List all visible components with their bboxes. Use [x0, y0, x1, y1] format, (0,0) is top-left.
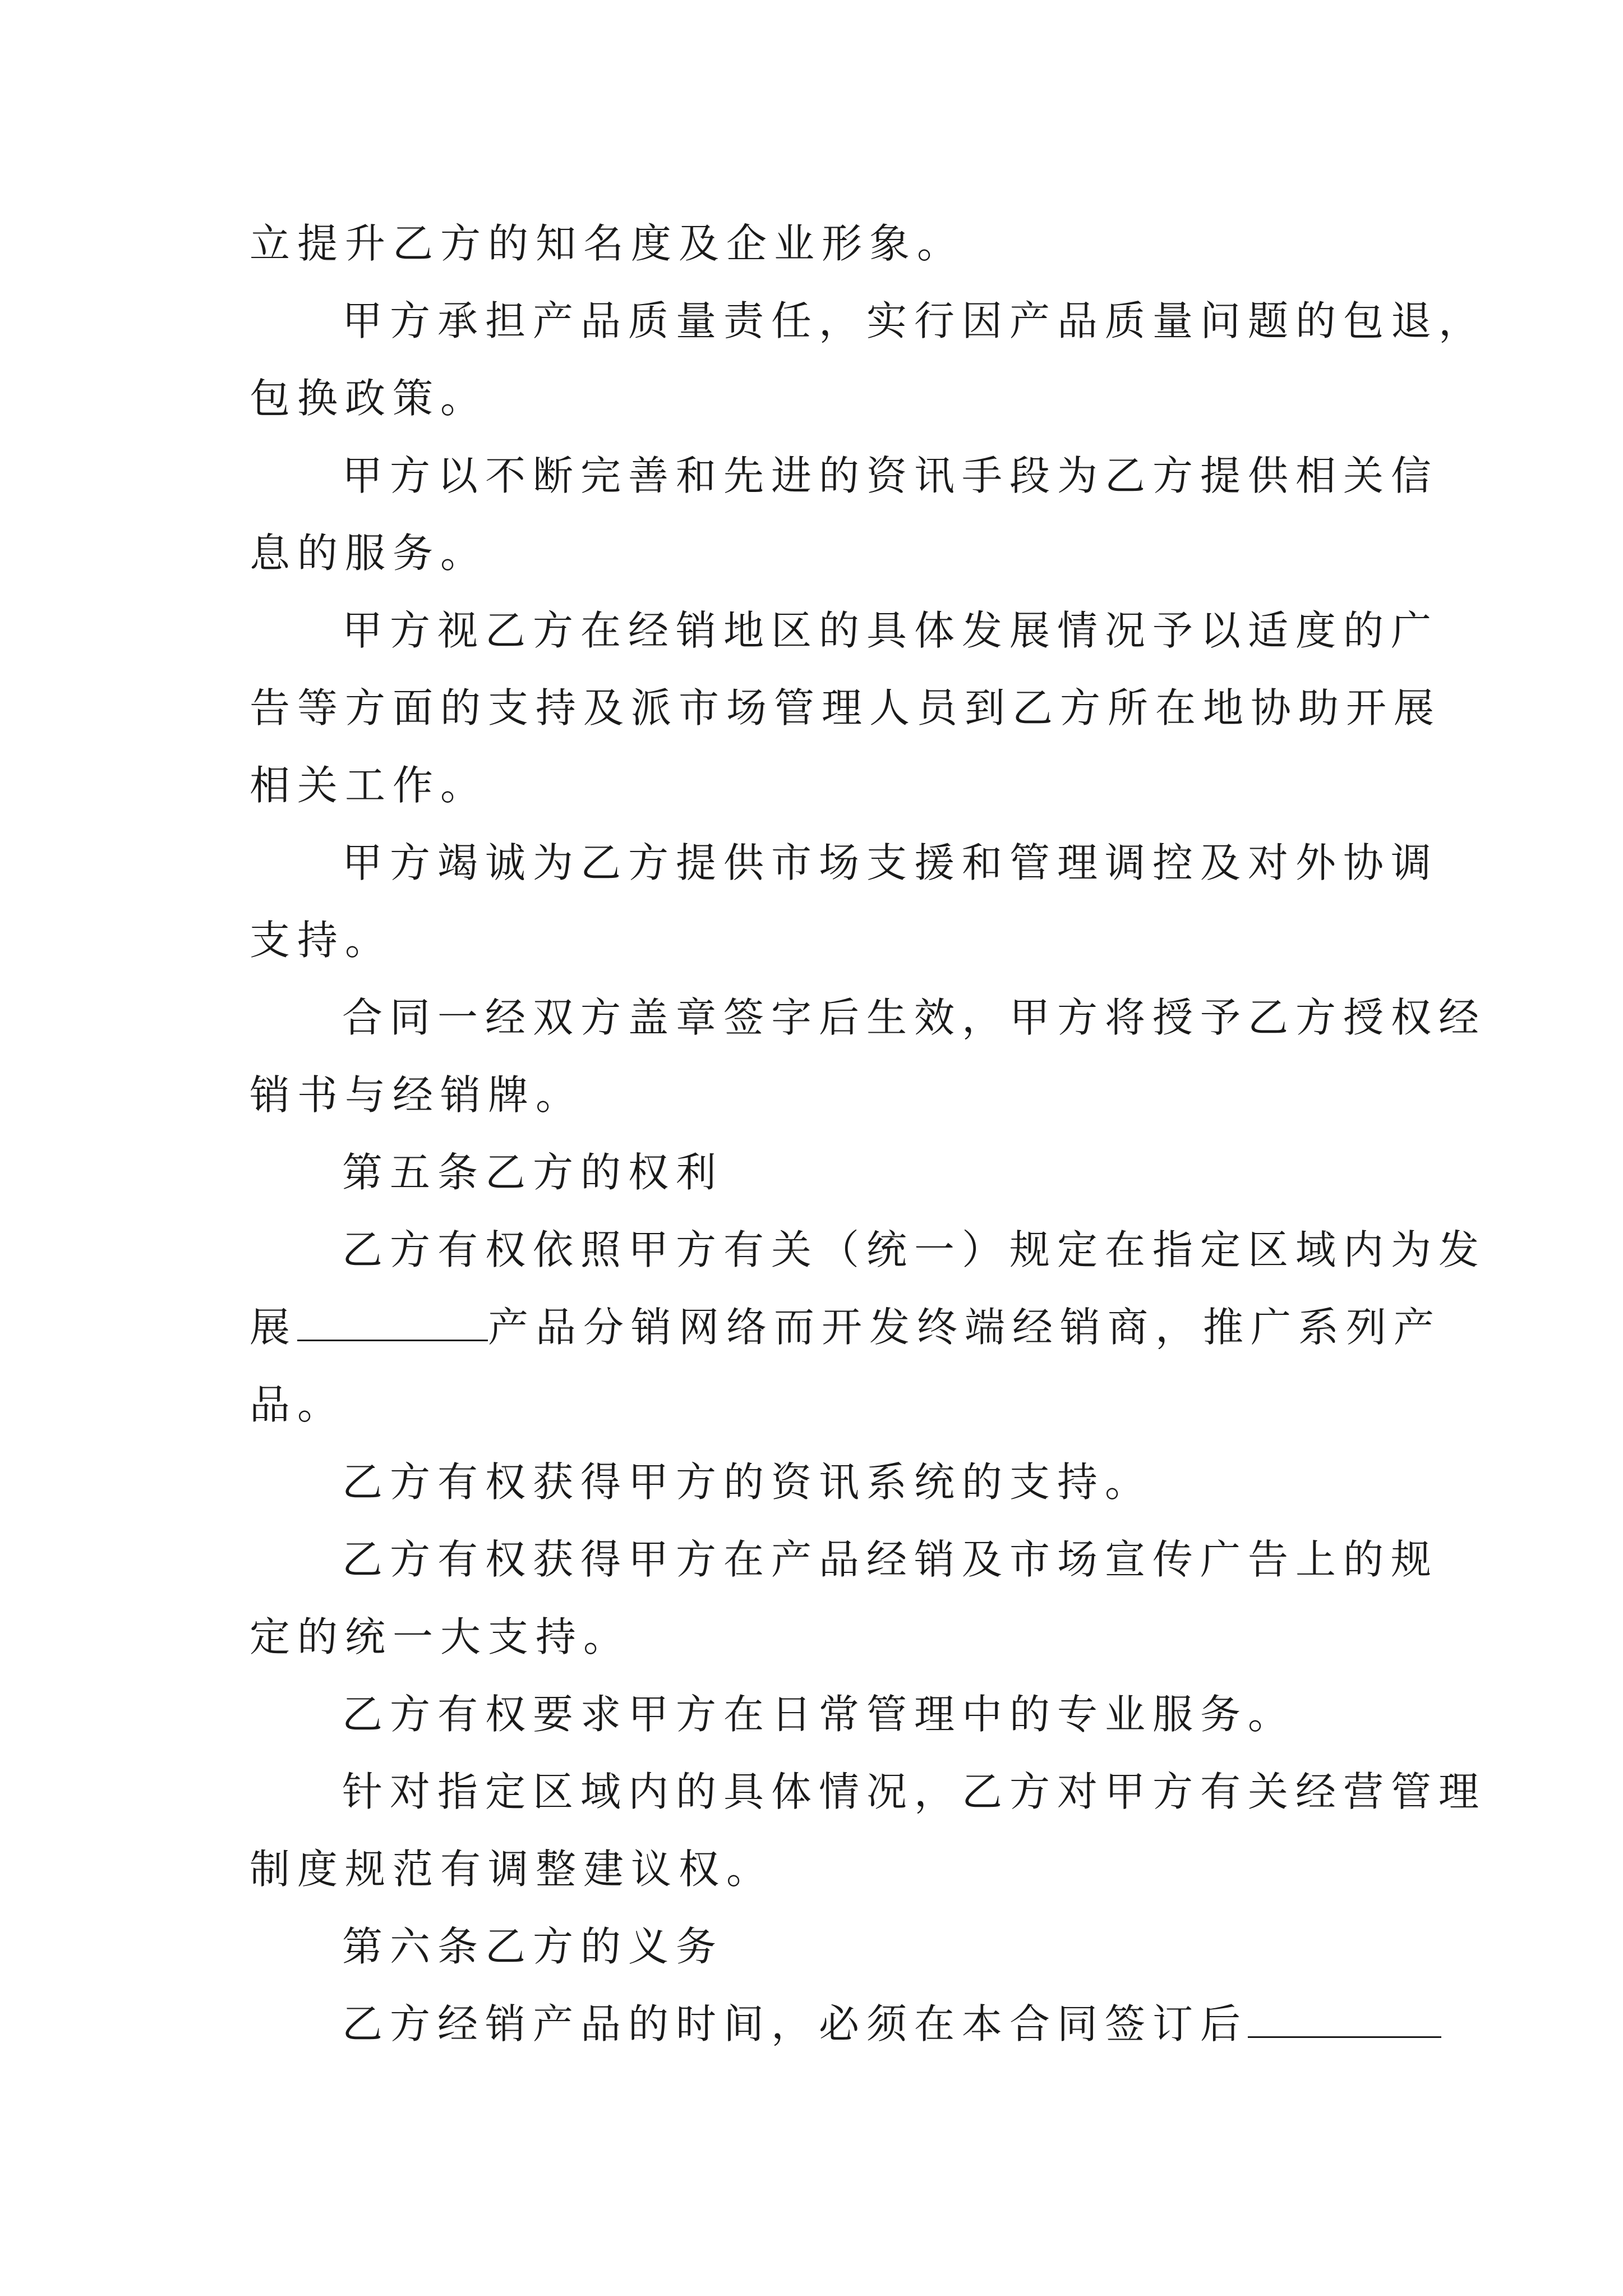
paragraph-line: 定的统一大支持。 — [250, 1613, 631, 1660]
paragraph-line: 告等方面的支持及派市场管理人员到乙方所在地协助开展 — [250, 684, 1442, 731]
line-text-before-blank: 乙方经销产品的时间，必须在本合同签订后 — [342, 2000, 1248, 2047]
section-heading-article-6: 第六条乙方的义务 — [342, 1923, 724, 1970]
fill-in-blank — [297, 1317, 488, 1341]
paragraph-line: 支持。 — [250, 917, 393, 964]
fill-in-blank — [1248, 2014, 1441, 2038]
contract-body — [250, 205, 1487, 2063]
paragraph-line: 制度规范有调整建议权。 — [250, 1846, 774, 1893]
paragraph-line: 相关工作。 — [250, 762, 488, 809]
paragraph-line: 包换政策。 — [250, 375, 488, 422]
paragraph-line: 甲方承担产品质量责任，实行因产品质量问题的包退， — [342, 297, 1487, 344]
line-text-after-blank: 产品分销网络而开发终端经销商，推广系列产 — [488, 1304, 1442, 1351]
paragraph-line: 甲方视乙方在经销地区的具体发展情况予以适度的广 — [342, 607, 1439, 654]
paragraph-line-with-blank — [250, 1289, 1442, 1366]
paragraph-line: 销书与经销牌。 — [250, 1071, 584, 1119]
paragraph-line: 乙方有权获得甲方的资讯系统的支持。 — [342, 1458, 1153, 1506]
paragraph-line: 乙方有权依照甲方有关（统一）规定在指定区域内为发 — [342, 1226, 1487, 1273]
paragraph-line: 乙方有权获得甲方在产品经销及市场宣传广告上的规 — [342, 1536, 1439, 1583]
paragraph-line: 甲方以不断完善和先进的资讯手段为乙方提供相关信 — [342, 452, 1439, 499]
paragraph-line: 合同一经双方盖章签字后生效，甲方将授予乙方授权经 — [342, 994, 1487, 1041]
section-heading-article-5: 第五条乙方的权利 — [342, 1149, 724, 1196]
paragraph-line: 息的服务。 — [250, 530, 488, 577]
paragraph-line: 甲方竭诚为乙方提供市场支援和管理调控及对外协调 — [342, 839, 1439, 886]
paragraph-line: 品。 — [250, 1381, 345, 1428]
paragraph-line: 立提升乙方的知名度及企业形象。 — [250, 220, 965, 267]
line-text-before-blank: 展 — [250, 1304, 298, 1351]
paragraph-line: 针对指定区域内的具体情况，乙方对甲方有关经营管理 — [342, 1768, 1487, 1815]
paragraph-line: 乙方有权要求甲方在日常管理中的专业服务。 — [342, 1691, 1296, 1738]
paragraph-line-with-blank — [250, 1985, 1394, 2063]
